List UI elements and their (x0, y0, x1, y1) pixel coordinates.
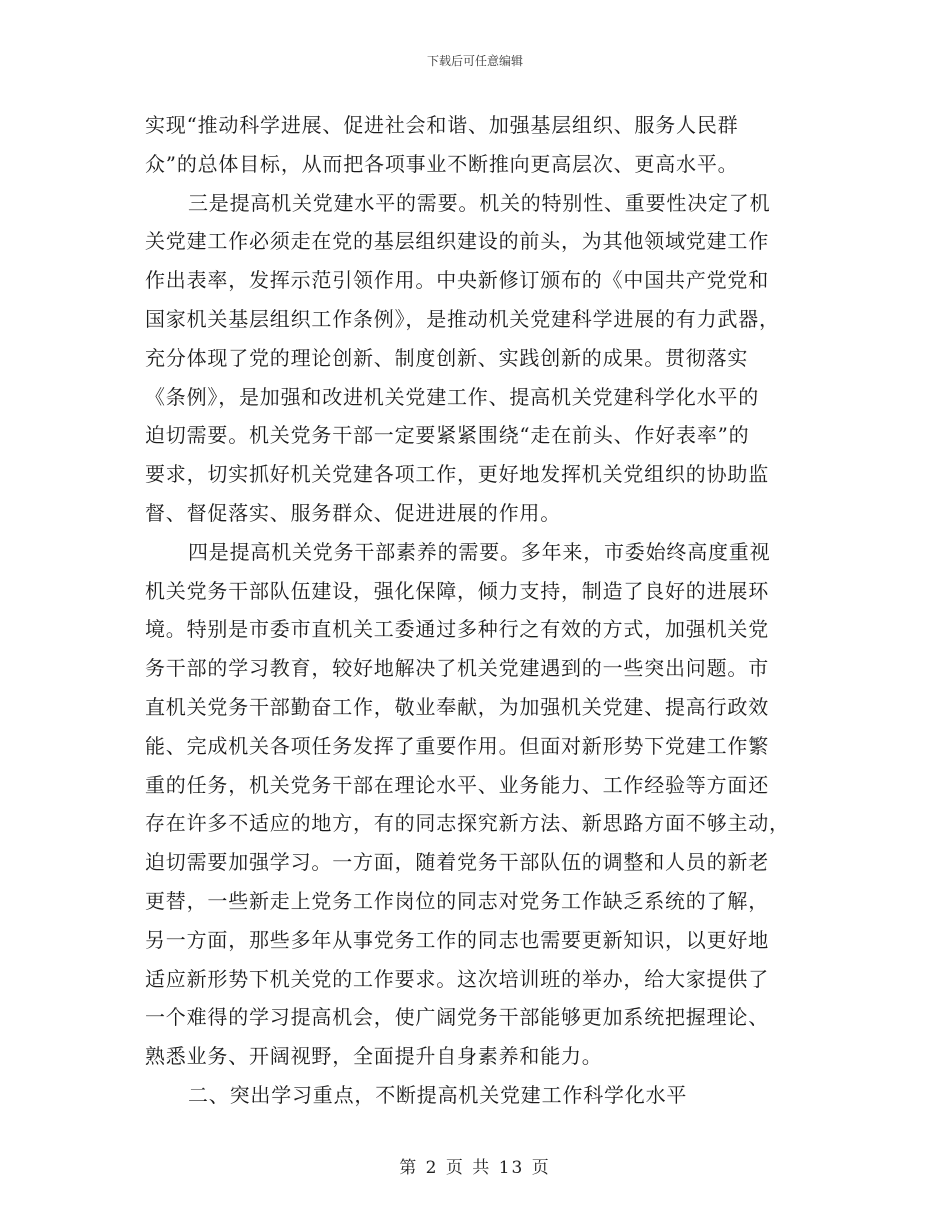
text-line: 另一方面，那些多年从事党务工作的同志也需要更新知识，以更好地 (145, 927, 769, 952)
text-line: 关党建工作必须走在党的基层组织建设的前头，为其他领域党建工作 (145, 229, 769, 254)
text-line: 众”的总体目标，从而把各项事业不断推向更高层次、更高水平。 (145, 151, 739, 176)
text-line: 务干部的学习教育，较好地解决了机关党建遇到的一些突出问题。市 (145, 656, 769, 681)
page-footer: 第 2 页 共 13 页 (399, 1158, 551, 1178)
text-line: 要求，切实抓好机关党建各项工作，更好地发挥机关党组织的协助监 (145, 462, 769, 487)
text-line: 更替，一些新走上党务工作岗位的同志对党务工作缺乏系统的了解， (145, 888, 769, 913)
section-heading: 二、突出学习重点，不断提高机关党建工作科学化水平 (188, 1082, 688, 1107)
text-line: 能、完成机关各项任务发挥了重要作用。但面对新形势下党建工作繁 (145, 733, 769, 758)
text-line: 迫切需要。机关党务干部一定要紧紧围绕“走在前头、作好表率”的 (145, 423, 750, 448)
page-header: 下载后可任意编辑 (426, 54, 523, 68)
text-line: 存在许多不适应的地方，有的同志探究新方法、新思路方面不够主动， (145, 811, 790, 836)
text-line: 实现“推动科学进展、促进社会和谐、加强基层组织、服务人民群 (145, 113, 739, 137)
text-line: 机关党务干部队伍建设，强化保障，倾力支持，制造了良好的进展环 (145, 578, 769, 603)
text-line: 熟悉业务、开阔视野，全面提升自身素养和能力。 (145, 1044, 603, 1069)
text-line: 一个难得的学习提高机会，使广阔党务干部能够更加系统把握理论、 (145, 1005, 769, 1030)
text-line: 国家机关基层组织工作条例》，是推动机关党建科学进展的有力武器， (145, 306, 780, 331)
text-line: 重的任务，机关党务干部在理论水平、业务能力、工作经验等方面还 (145, 772, 769, 797)
text-line: 迫切需要加强学习。一方面，随着党务干部队伍的调整和人员的新老 (145, 850, 769, 875)
text-line: 适应新形势下机关党的工作要求。这次培训班的举办，给大家提供了 (145, 966, 769, 991)
text-line: 督、督促落实、服务群众、促进进展的作用。 (145, 500, 561, 525)
text-line: 充分体现了党的理论创新、制度创新、实践创新的成果。贯彻落实 (145, 345, 749, 370)
paragraph-start-line: 三是提高机关党建水平的需要。机关的特别性、重要性决定了机 (188, 190, 771, 215)
text-line: 《条例》，是加强和改进机关党建工作、提高机关党建科学化水平的 (145, 384, 759, 409)
text-line: 直机关党务干部勤奋工作，敬业奉献，为加强机关党建、提高行政效 (145, 694, 769, 719)
document-body (145, 106, 807, 1115)
text-line: 作出表率，发挥示范引领作用。中央新修订颁布的《中国共产党党和 (145, 268, 769, 293)
paragraph-start-line: 四是提高机关党务干部素养的需要。多年来，市委始终高度重视 (188, 539, 771, 564)
text-line: 境。特别是市委市直机关工委通过多种行之有效的方式，加强机关党 (145, 617, 769, 642)
